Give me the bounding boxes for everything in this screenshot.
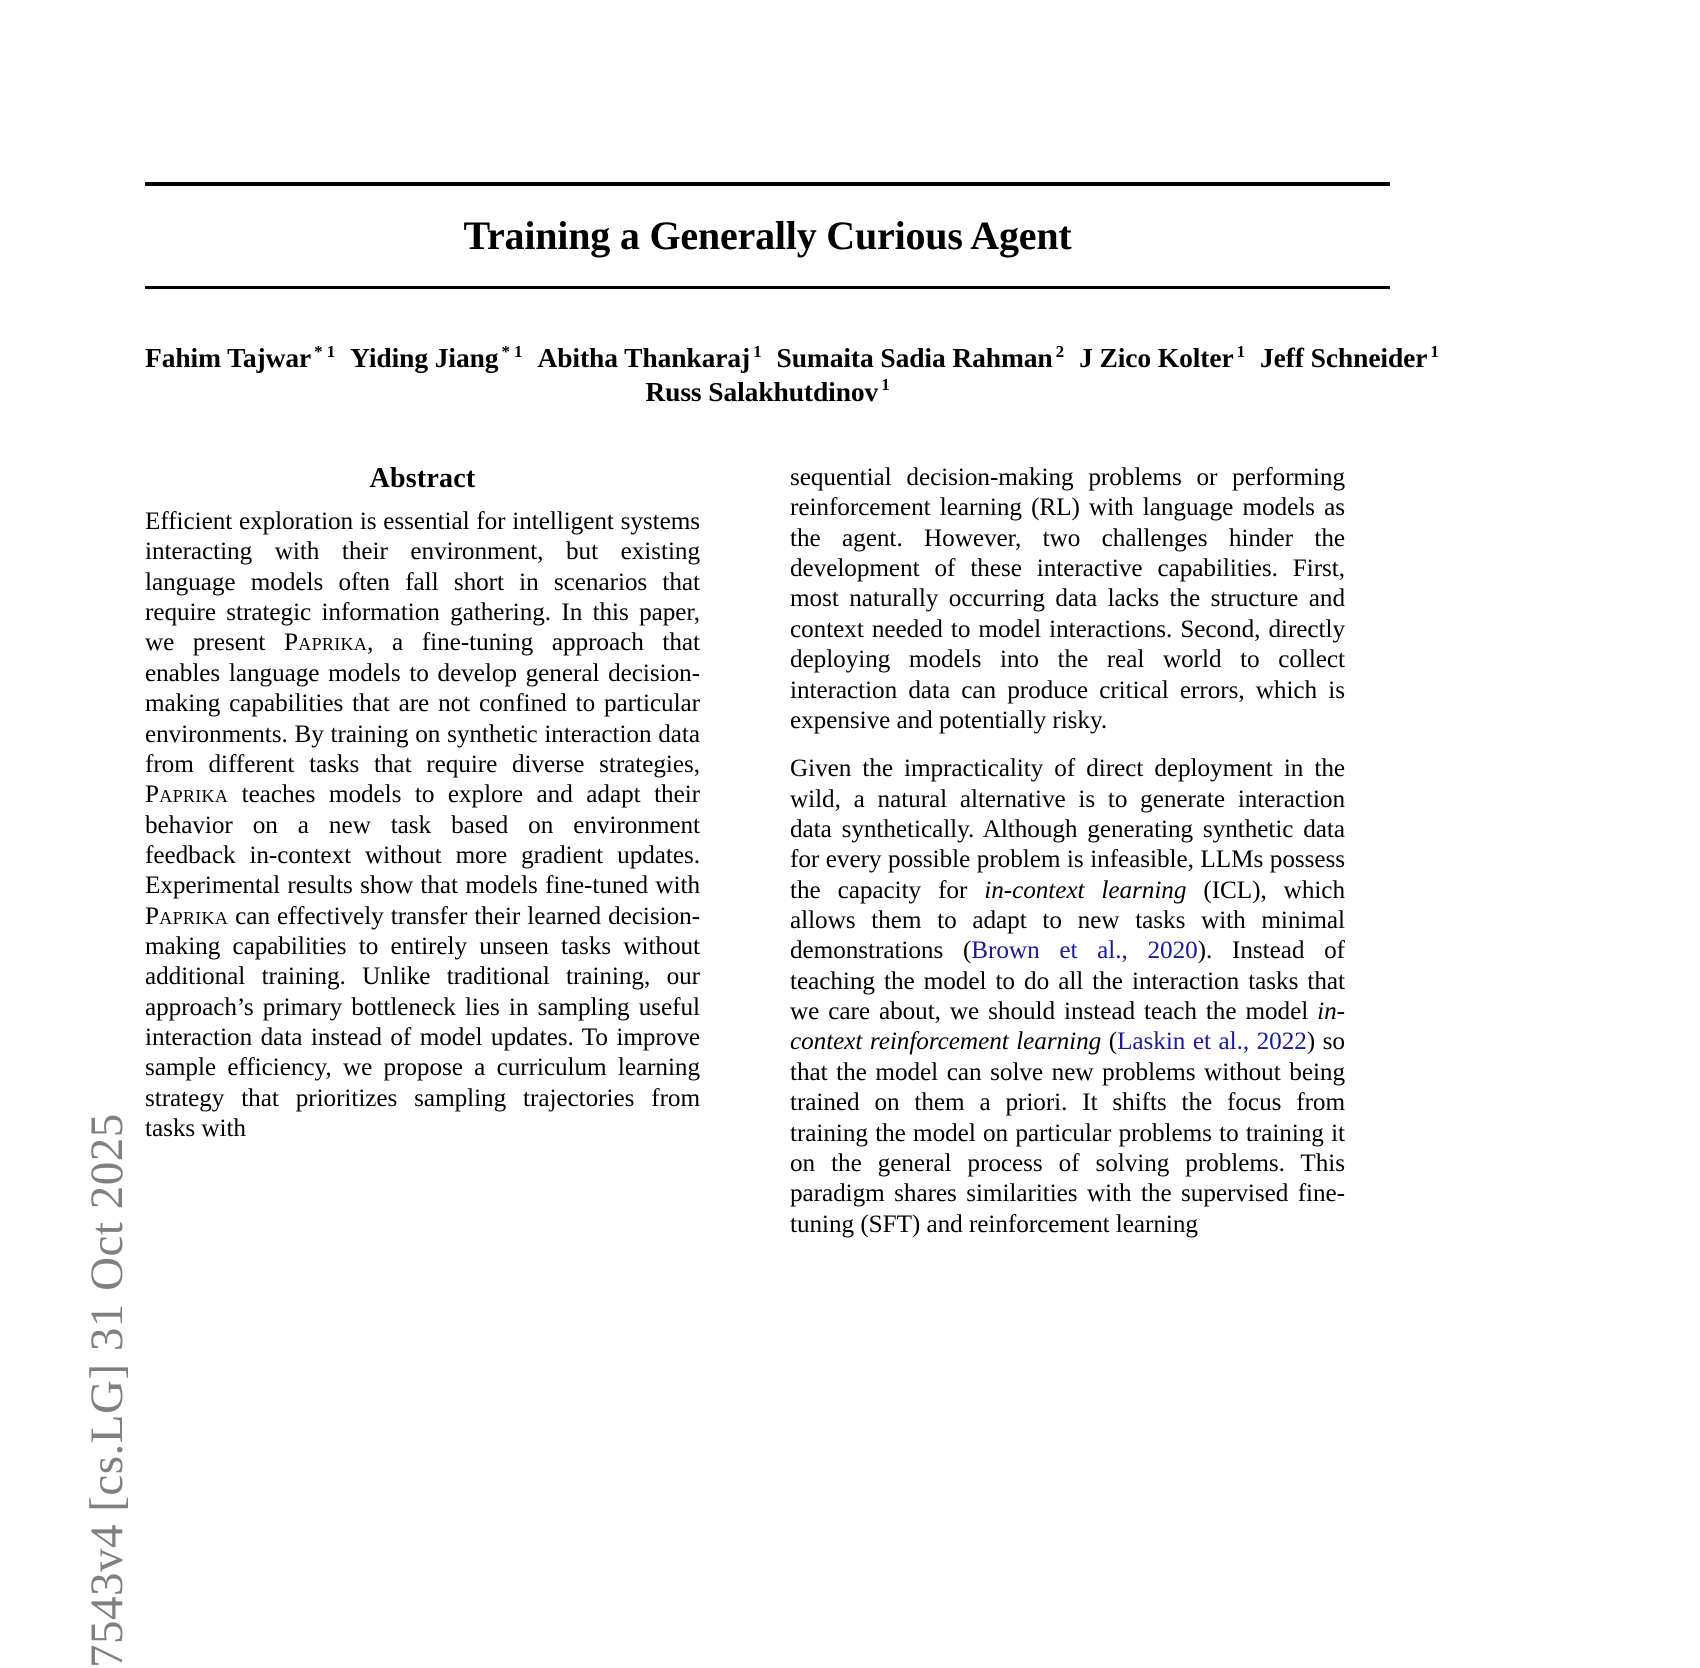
author-entry	[350, 342, 522, 373]
body-columns	[145, 463, 1390, 1275]
column-right	[790, 463, 1345, 1275]
author-row-2	[145, 375, 1390, 409]
arxiv-stamp-text: 7543v4 [cs.LG] 31 Oct 2025	[81, 1113, 133, 1668]
method-name: Paprika	[145, 781, 229, 809]
paper-page	[145, 0, 1439, 1275]
author-name: Russ Salakhutdinov	[645, 375, 879, 407]
author-entry	[1079, 342, 1245, 373]
author-entry	[537, 342, 761, 373]
abstract-segment: can effectively transfer their learned decision-making capabilities to entirely unseen tasks without additional training. Unlike traditional training, our approach’s primary bottleneck lies in sampling useful interaction data instead of model updates. To improve sample efficiency, we propose a curriculum learning strategy that prioritizes sampling trajectories from tasks with	[145, 902, 700, 1143]
author-affiliation-mark: 1	[1430, 341, 1439, 361]
author-name: Yiding Jiang	[350, 342, 499, 373]
citation-link-laskin-2022[interactable]: Laskin et al., 2022	[1117, 1028, 1307, 1056]
emphasis-in-context-rl: in-context reinforcement learning	[790, 998, 1345, 1056]
author-entry	[777, 342, 1065, 373]
paragraph-segment: (ICL), which allows them to adapt to new tasks with minimal demonstrations (	[790, 876, 1345, 965]
paragraph-segment: Given the impracticality of direct deployment in the wild, a natural alternative is to generate interaction data synthetically. Although generating synthetic data for every possible problem is infeasible, LLMs possess the capacity for	[790, 755, 1345, 904]
author-name: J Zico Kolter	[1079, 342, 1234, 373]
method-name: Paprika	[284, 629, 368, 657]
author-name: Jeff Schneider	[1259, 342, 1428, 373]
abstract-segment: teaches models to explore and adapt their behavior on a new task based on environment feedback in-context without more gradient updates. Experimental results show that models fine-tuned with	[145, 781, 700, 900]
author-affiliation-mark: 1	[753, 341, 762, 361]
author-affiliation-mark: * 1	[501, 341, 523, 361]
abstract-heading: Abstract	[369, 463, 476, 494]
arxiv-stamp	[0, 0, 133, 1668]
intro-paragraph-2	[790, 754, 1345, 1240]
paragraph-segment: ) so that the model can solve new problems without being trained on them a priori. It shifts the focus from training the model on particular problems to training it on the general process of solving problems. This paradigm shares similarities with the supervised fine-tuning (SFT) and reinforcement learning	[790, 1028, 1345, 1238]
author-entry	[1260, 342, 1439, 373]
author-affiliation-mark: 2	[1055, 341, 1065, 361]
author-name: Abitha Thankaraj	[537, 342, 751, 373]
intro-paragraph-1: sequential decision-making problems or performing reinforcement learning (RL) with language models as the agent. However, two challenges hinder the development of these interactive capabilities. First, most naturally occurring data lacks the structure and context needed to model interactions. Second, directly deploying models into the real world to collect interaction data can produce critical errors, which is expensive and potentially risky.	[790, 464, 1345, 734]
author-name: Sumaita Sadia Rahman	[776, 342, 1053, 373]
author-entry	[145, 342, 335, 373]
author-list	[145, 341, 1439, 408]
paragraph-segment: (	[1101, 1028, 1118, 1056]
author-affiliation-mark: 1	[881, 375, 890, 395]
title-block	[145, 186, 1390, 286]
abstract-segment: , a fine-tuning approach that enables language models to develop general decision-making capabilities that are not confined to particular environments. By training on synthetic interaction data from different tasks that require diverse strategies,	[145, 629, 701, 778]
column-left	[145, 463, 700, 1275]
title-rule-bottom	[145, 286, 1390, 289]
author-row-1	[145, 342, 1439, 373]
abstract-text	[145, 507, 700, 1145]
paragraph-segment: ). Instead of teaching the model to do all the interaction tasks that we care about, we should instead teach the model	[790, 937, 1346, 1026]
page-title: Training a Generally Curious Agent	[463, 213, 1072, 258]
citation-link-brown-2020[interactable]: Brown et al., 2020	[971, 937, 1198, 965]
author-name: Fahim Tajwar	[145, 342, 312, 373]
method-name: Paprika	[145, 902, 229, 930]
author-affiliation-mark: * 1	[314, 341, 336, 361]
emphasis-in-context-learning: in-context learning	[984, 876, 1187, 904]
abstract-segment: Efficient exploration is essential for intelligent systems interacting with their environment, but existing language models often fall short in scenarios that require strategic information gathering. In this paper, we present	[145, 508, 700, 657]
author-entry	[645, 376, 889, 407]
author-affiliation-mark: 1	[1236, 341, 1245, 361]
